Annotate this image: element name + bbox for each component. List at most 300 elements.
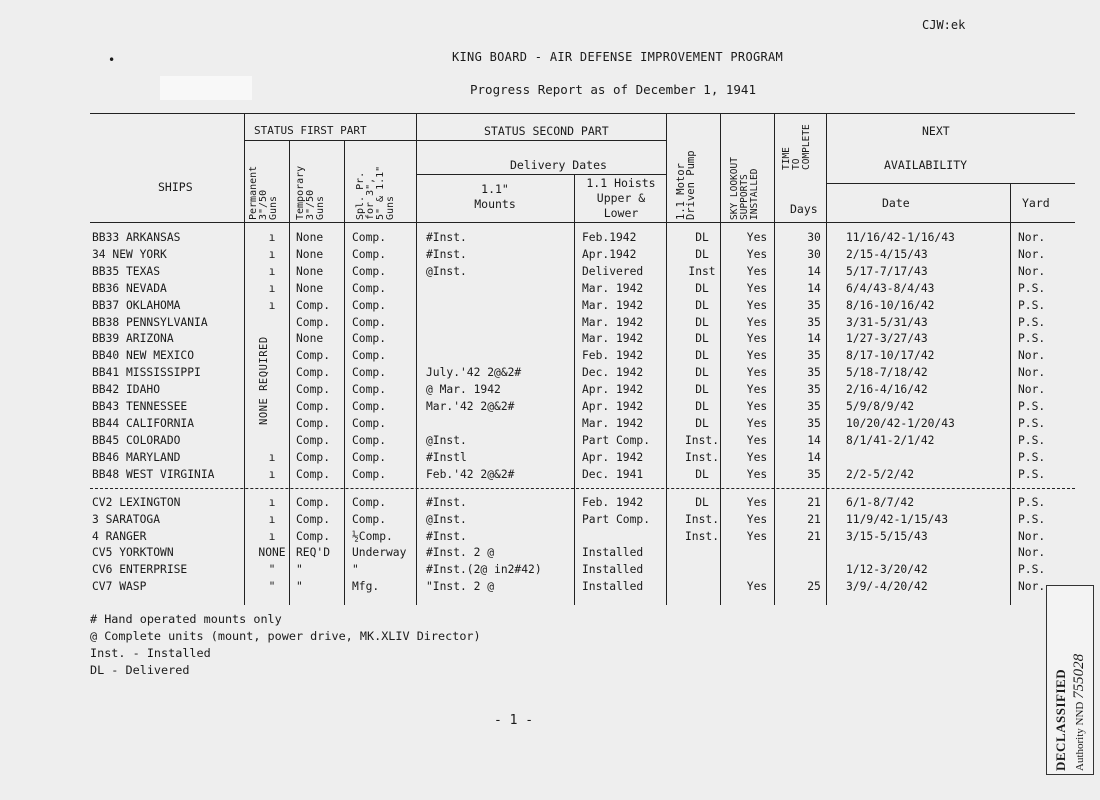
table-row	[92, 382, 1078, 399]
time-line2: TO	[791, 158, 802, 170]
cell-ship: CV2 LEXINGTON	[92, 496, 181, 509]
table-row	[92, 399, 1078, 416]
cell-hoists: Installed	[582, 546, 644, 560]
cell-ship: BB41 MISSISSIPPI	[92, 366, 201, 380]
cell-days: 25	[807, 579, 821, 593]
cell-days: 35	[807, 400, 821, 414]
cell-motor: DL	[695, 467, 709, 481]
margin-mark: •	[108, 53, 116, 67]
cell-sky: Yes	[746, 512, 768, 526]
cell-motor: DL	[695, 298, 709, 312]
cell-days	[782, 562, 846, 579]
cell-perm: ı	[268, 231, 276, 244]
hoists-header-line1: 1.1 Hoists	[586, 176, 656, 190]
cell-date: 5/17-7/17/43	[846, 264, 928, 278]
cell-motor: DL	[695, 366, 709, 380]
cell-yard: P.S.	[1018, 281, 1046, 295]
cell-days: 14	[807, 264, 821, 278]
cell-days: 14	[807, 281, 821, 295]
table-row	[92, 365, 1078, 382]
note-complete-units: @ Complete units (mount, power drive, MK.XLIV Director)	[90, 629, 481, 643]
mounts-header-line1: 1.1"	[481, 182, 509, 196]
cell-perm: "	[268, 563, 276, 577]
cell-perm: ı	[268, 264, 276, 278]
time-header	[782, 124, 812, 170]
cell-hoists: Mar. 1942	[582, 315, 644, 329]
mounts-header-line2: Mounts	[474, 197, 516, 211]
cell-spl: Comp.	[352, 496, 387, 509]
authority-code: NND	[1074, 701, 1086, 726]
cell-hoists: Part Comp.	[582, 433, 651, 447]
table-row	[92, 298, 1078, 315]
cell-mounts: #Inst.	[426, 496, 467, 509]
hoists-header-line3: Lower	[603, 206, 639, 220]
second-part-rule	[416, 140, 666, 141]
cell-ship: BB48 WEST VIRGINIA	[92, 467, 215, 481]
cell-days: 14	[807, 450, 821, 464]
cell-hoists: Delivered	[582, 264, 644, 278]
cell-hoists: Apr.1942	[582, 247, 637, 261]
cell-temp: Comp.	[296, 433, 331, 447]
cell-motor	[672, 562, 732, 579]
cell-perm	[248, 315, 296, 332]
cell-perm: ı	[268, 529, 276, 543]
cell-ship: BB36 NEVADA	[92, 281, 167, 295]
cell-spl: Comp.	[352, 512, 387, 526]
cell-date: 2/16-4/16/42	[846, 383, 928, 397]
cell-hoists: Installed	[582, 563, 644, 577]
motor-header	[676, 150, 696, 220]
cell-motor: Inst	[688, 264, 716, 278]
cell-date: 3/15-5/15/43	[846, 529, 928, 543]
cell-motor: DL	[695, 416, 709, 430]
cell-mounts: #Inst. 2 @	[426, 546, 495, 560]
cell-yard: P.S.	[1018, 467, 1046, 481]
cell-spl: Comp.	[352, 281, 387, 295]
cell-ship: 34 NEW YORK	[92, 247, 167, 261]
cell-mounts: @Inst.	[426, 512, 467, 526]
cell-perm	[248, 331, 296, 348]
cell-mounts: #Inst.	[426, 529, 467, 543]
cell-mounts: "Inst. 2 @	[426, 579, 495, 593]
cell-days: 21	[807, 512, 821, 526]
permanent-header	[249, 166, 279, 220]
cell-ship: BB46 MARYLAND	[92, 450, 181, 464]
cell-hoists: Part Comp.	[582, 512, 651, 526]
cell-perm: ı	[268, 281, 276, 295]
ships-header: SHIPS	[158, 180, 193, 194]
cell-hoists: Apr. 1942	[582, 450, 644, 464]
cell-mounts: Feb.'42 2@&2#	[426, 467, 515, 481]
cell-mounts: #Inst.(2@ in2#42)	[426, 563, 542, 577]
cell-perm	[248, 433, 296, 450]
cell-date	[846, 450, 1018, 467]
cell-ship: BB40 NEW MEXICO	[92, 349, 195, 363]
cell-yard: P.S.	[1018, 563, 1046, 577]
cell-sky: Yes	[746, 231, 768, 244]
cell-spl: Comp.	[352, 298, 387, 312]
table-row	[92, 512, 1078, 529]
sky-line3: INSTALLED	[749, 168, 760, 220]
cell-mounts	[426, 331, 582, 348]
cell-sky: Yes	[746, 433, 768, 447]
cell-sky: Yes	[746, 416, 768, 430]
time-line1: TIME	[781, 147, 792, 170]
cell-yard: P.S.	[1018, 450, 1046, 464]
table-row	[92, 433, 1078, 450]
cell-mounts: #Inst.	[426, 247, 467, 261]
cell-hoists: Feb. 1942	[582, 349, 644, 363]
cell-perm: ı	[268, 467, 276, 481]
hoists-header-line2: Upper &	[596, 191, 646, 205]
table-row	[92, 562, 1078, 579]
cell-days: 14	[807, 433, 821, 447]
sky-line1: SKY LOOKOUT	[729, 157, 740, 220]
cell-sky: Yes	[746, 529, 768, 543]
cell-temp: Comp.	[296, 467, 331, 481]
cell-motor: DL	[695, 231, 709, 244]
cell-temp: None	[296, 264, 324, 278]
cell-mounts: July.'42 2@&2#	[426, 366, 522, 380]
cell-yard: Nor.	[1018, 383, 1046, 397]
cell-perm: ı	[268, 298, 276, 312]
cell-sky: Yes	[746, 450, 768, 464]
cell-yard: P.S.	[1018, 512, 1046, 526]
cell-date: 3/31-5/31/43	[846, 315, 928, 329]
cell-sky	[732, 545, 782, 562]
redaction-patch	[160, 76, 252, 100]
cell-spl: Comp.	[352, 416, 387, 430]
cell-ship: BB38 PENNSYLVANIA	[92, 315, 208, 329]
cell-spl: Comp.	[352, 349, 387, 363]
cell-hoists: Dec. 1942	[582, 366, 644, 380]
status-second-header: STATUS SECOND PART	[484, 124, 609, 138]
cell-days	[782, 545, 846, 562]
cell-hoists: Installed	[582, 579, 644, 593]
cell-sky: Yes	[746, 247, 768, 261]
table-row	[92, 416, 1078, 433]
cell-mounts	[426, 315, 582, 332]
cell-mounts	[426, 416, 582, 433]
cell-ship: BB43 TENNESSEE	[92, 400, 188, 414]
cell-hoists: Apr. 1942	[582, 400, 644, 414]
cell-yard: Nor.	[1018, 366, 1046, 380]
table-row	[92, 264, 1078, 281]
cell-perm	[248, 365, 296, 382]
cell-spl: Mfg.	[352, 579, 380, 593]
header-top-rule	[90, 113, 1075, 114]
cell-temp: Comp.	[296, 400, 331, 414]
status-first-header: STATUS FIRST PART	[254, 124, 367, 137]
mounts-header	[430, 182, 560, 212]
cell-motor: DL	[695, 496, 709, 509]
cell-sky: Yes	[746, 496, 768, 509]
spl-header	[356, 166, 396, 220]
temporary-line2: 3"/50	[305, 189, 316, 220]
cell-perm: ı	[268, 247, 276, 261]
cell-date	[846, 545, 1018, 562]
motor-line2: Driven Pump	[685, 150, 697, 220]
cell-days: 21	[807, 529, 821, 543]
cell-date: 2/15-4/15/43	[846, 247, 928, 261]
cell-sky: Yes	[746, 579, 768, 593]
cell-hoists: Dec. 1941	[582, 467, 644, 481]
cell-spl: Comp.	[352, 450, 387, 464]
table-row	[92, 315, 1078, 332]
cell-days: 30	[807, 231, 821, 244]
cell-sky: Yes	[746, 298, 768, 312]
cell-perm: ı	[268, 496, 276, 509]
cell-date: 5/18-7/18/42	[846, 366, 928, 380]
cell-hoists	[582, 529, 672, 546]
cell-date: 1/12-3/20/42	[846, 563, 928, 577]
cell-motor	[672, 579, 732, 596]
cell-days: 35	[807, 366, 821, 380]
table-row	[92, 545, 1078, 562]
cell-yard: Nor.	[1018, 247, 1046, 261]
cell-ship: CV5 YORKTOWN	[92, 546, 174, 560]
time-line3: COMPLETE	[801, 124, 812, 170]
cell-temp: Comp.	[296, 383, 331, 397]
temporary-header	[296, 166, 326, 220]
cell-yard: P.S.	[1018, 298, 1046, 312]
cell-hoists: Feb.1942	[582, 231, 637, 244]
cell-mounts: @Inst.	[426, 264, 467, 278]
page-number: - 1 -	[494, 713, 534, 728]
cell-perm	[248, 416, 296, 433]
sky-line2: SUPPORTS	[739, 174, 750, 220]
cell-spl: Comp.	[352, 231, 387, 244]
sky-header	[730, 157, 760, 220]
cell-spl: Comp.	[352, 383, 387, 397]
cell-perm: NONE	[258, 546, 286, 560]
cell-yard: Nor.	[1018, 546, 1046, 560]
cell-date: 6/4/43-8/4/43	[846, 281, 935, 295]
table-row	[92, 247, 1078, 264]
cell-motor: Inst.	[684, 529, 719, 543]
cell-temp: None	[296, 247, 324, 261]
cell-motor: Inst.	[684, 433, 719, 447]
cell-motor: Inst.	[684, 450, 719, 464]
first-part-rule	[244, 140, 416, 141]
cell-motor: DL	[695, 281, 709, 295]
cell-mounts: @Inst.	[426, 433, 467, 447]
availability-rule	[826, 183, 1075, 184]
cell-date: 6/1-8/7/42	[846, 496, 915, 509]
cell-spl: ½Comp.	[352, 529, 393, 543]
cell-spl: Comp.	[352, 332, 387, 346]
cell-temp: REQ'D	[296, 546, 331, 560]
cell-temp: Comp.	[296, 298, 331, 312]
table-row	[92, 331, 1078, 348]
cell-spl: Comp.	[352, 433, 387, 447]
temporary-line1: Temporary	[295, 165, 306, 220]
cell-yard: P.S.	[1018, 332, 1046, 346]
cell-ship: BB35 TEXAS	[92, 264, 161, 278]
delivery-rule	[416, 174, 666, 175]
motor-line1: 1.1 Motor	[675, 163, 687, 220]
cell-ship: BB33 ARKANSAS	[92, 231, 181, 244]
cell-yard: Nor.	[1018, 529, 1046, 543]
cell-perm: "	[268, 579, 276, 593]
cell-yard: Nor.	[1018, 349, 1046, 363]
cell-date: 8/16-10/16/42	[846, 298, 935, 312]
cell-yard: P.S.	[1018, 416, 1046, 430]
cell-sky: Yes	[746, 315, 768, 329]
cell-perm	[248, 382, 296, 399]
cell-ship: BB45 COLORADO	[92, 433, 181, 447]
hoists-header	[576, 176, 666, 221]
availability-header: AVAILABILITY	[884, 158, 968, 172]
cell-date: 1/27-3/27/43	[846, 332, 928, 346]
cell-ship: BB44 CALIFORNIA	[92, 416, 195, 430]
document-title: KING BOARD - AIR DEFENSE IMPROVEMENT PROGRAM	[452, 50, 784, 64]
cell-spl: Comp.	[352, 247, 387, 261]
table-row	[92, 230, 1078, 247]
header-bottom-rule	[90, 222, 1075, 223]
cell-perm: ı	[268, 512, 276, 526]
cell-days: 21	[807, 496, 821, 509]
legend-notes	[90, 611, 481, 679]
cell-date: 8/1/41-2/1/42	[846, 433, 935, 447]
cell-days: 35	[807, 298, 821, 312]
cell-days: 35	[807, 416, 821, 430]
cell-sky: Yes	[746, 400, 768, 414]
cell-yard: P.S.	[1018, 496, 1046, 509]
cell-sky: Yes	[746, 349, 768, 363]
cell-perm	[248, 399, 296, 416]
cell-temp: "	[296, 579, 303, 593]
date-header: Date	[882, 196, 910, 210]
section-divider	[90, 488, 1075, 489]
cell-motor: DL	[695, 315, 709, 329]
typist-initials: CJW:ek	[922, 18, 966, 32]
cell-days: 14	[807, 332, 821, 346]
cell-sky: Yes	[746, 332, 768, 346]
cell-hoists: Feb. 1942	[582, 496, 644, 509]
cell-motor: DL	[695, 332, 709, 346]
declassified-authority	[1071, 654, 1088, 771]
table-row	[92, 529, 1078, 546]
permanent-line2: 3"/50	[258, 189, 269, 220]
cell-spl: Comp.	[352, 315, 387, 329]
cell-mounts: @ Mar. 1942	[426, 383, 501, 397]
spl-line1: Spl. Pr.	[355, 171, 366, 220]
cell-motor	[672, 545, 732, 562]
cell-ship: CV6 ENTERPRISE	[92, 563, 188, 577]
carrier-table	[92, 495, 1078, 596]
cell-ship: BB37 OKLAHOMA	[92, 298, 181, 312]
document-subtitle: Progress Report as of December 1, 1941	[470, 82, 756, 97]
table-row	[92, 467, 1078, 484]
cell-temp: None	[296, 231, 324, 244]
cell-temp: Comp.	[296, 366, 331, 380]
cell-hoists: Mar. 1942	[582, 298, 644, 312]
authority-label: Authority	[1074, 728, 1086, 771]
cell-temp: Comp.	[296, 349, 331, 363]
cell-motor: Inst.	[684, 512, 719, 526]
cell-date: 5/9/8/9/42	[846, 400, 915, 414]
declassified-title: DECLASSIFIED	[1053, 668, 1068, 771]
cell-ship: 4 RANGER	[92, 529, 147, 543]
cell-sky: Yes	[746, 366, 768, 380]
cell-days: 35	[807, 467, 821, 481]
days-header: Days	[790, 202, 818, 216]
spl-line2: for 3",	[365, 177, 376, 220]
cell-spl: Comp.	[352, 467, 387, 481]
cell-yard: P.S.	[1018, 400, 1046, 414]
cell-sky: Yes	[746, 281, 768, 295]
cell-ship: 3 SARATOGA	[92, 512, 161, 526]
cell-spl: Comp.	[352, 400, 387, 414]
cell-date: 3/9/-4/20/42	[846, 579, 928, 593]
note-installed: Inst. - Installed	[90, 646, 211, 660]
cell-ship: CV7 WASP	[92, 579, 147, 593]
cell-hoists: Mar. 1942	[582, 281, 644, 295]
cell-temp: None	[296, 332, 324, 346]
cell-mounts: #Instl	[426, 450, 467, 464]
cell-ship: BB42 IDAHO	[92, 383, 161, 397]
cell-motor: DL	[695, 349, 709, 363]
battleship-table	[92, 230, 1078, 484]
yard-header: Yard	[1022, 196, 1050, 210]
table-row	[92, 579, 1078, 596]
cell-temp: None	[296, 281, 324, 295]
cell-date: 2/2-5/2/42	[846, 467, 915, 481]
cell-temp: Comp.	[296, 529, 331, 543]
permanent-line3: Guns	[268, 195, 279, 220]
cell-days: 35	[807, 349, 821, 363]
table-row	[92, 348, 1078, 365]
cell-mounts: #Inst.	[426, 231, 467, 244]
cell-spl: "	[352, 563, 359, 577]
cell-date: 8/17-10/17/42	[846, 349, 935, 363]
table-row	[92, 281, 1078, 298]
temporary-line3: Guns	[315, 195, 326, 220]
cell-motor: DL	[695, 247, 709, 261]
cell-temp: Comp.	[296, 450, 331, 464]
cell-spl: Comp.	[352, 264, 387, 278]
next-header: NEXT	[922, 124, 950, 138]
cell-yard: Nor.	[1018, 579, 1046, 593]
cell-hoists: Mar. 1942	[582, 332, 644, 346]
cell-yard: P.S.	[1018, 315, 1046, 329]
cell-temp: Comp.	[296, 496, 331, 509]
cell-date: 10/20/42-1/20/43	[846, 416, 955, 430]
cell-yard: Nor.	[1018, 231, 1046, 244]
cell-mounts	[426, 298, 582, 315]
cell-motor: DL	[695, 400, 709, 414]
cell-motor: DL	[695, 383, 709, 397]
cell-temp: "	[296, 563, 303, 577]
cell-days: 35	[807, 383, 821, 397]
cell-sky: Yes	[746, 467, 768, 481]
cell-mounts	[426, 281, 582, 298]
cell-sky: Yes	[746, 264, 768, 278]
cell-sky	[732, 562, 782, 579]
cell-perm: ı	[268, 450, 276, 464]
cell-spl: Underway	[352, 546, 407, 560]
cell-hoists: Apr. 1942	[582, 383, 644, 397]
none-required-label: NONE REQUIRED	[258, 336, 270, 425]
cell-date: 11/16/42-1/16/43	[846, 231, 955, 244]
cell-sky: Yes	[746, 383, 768, 397]
cell-mounts: Mar.'42 2@&2#	[426, 400, 515, 414]
cell-hoists: Mar. 1942	[582, 416, 644, 430]
cell-yard: P.S.	[1018, 433, 1046, 447]
cell-yard: Nor.	[1018, 264, 1046, 278]
cell-mounts	[426, 348, 582, 365]
